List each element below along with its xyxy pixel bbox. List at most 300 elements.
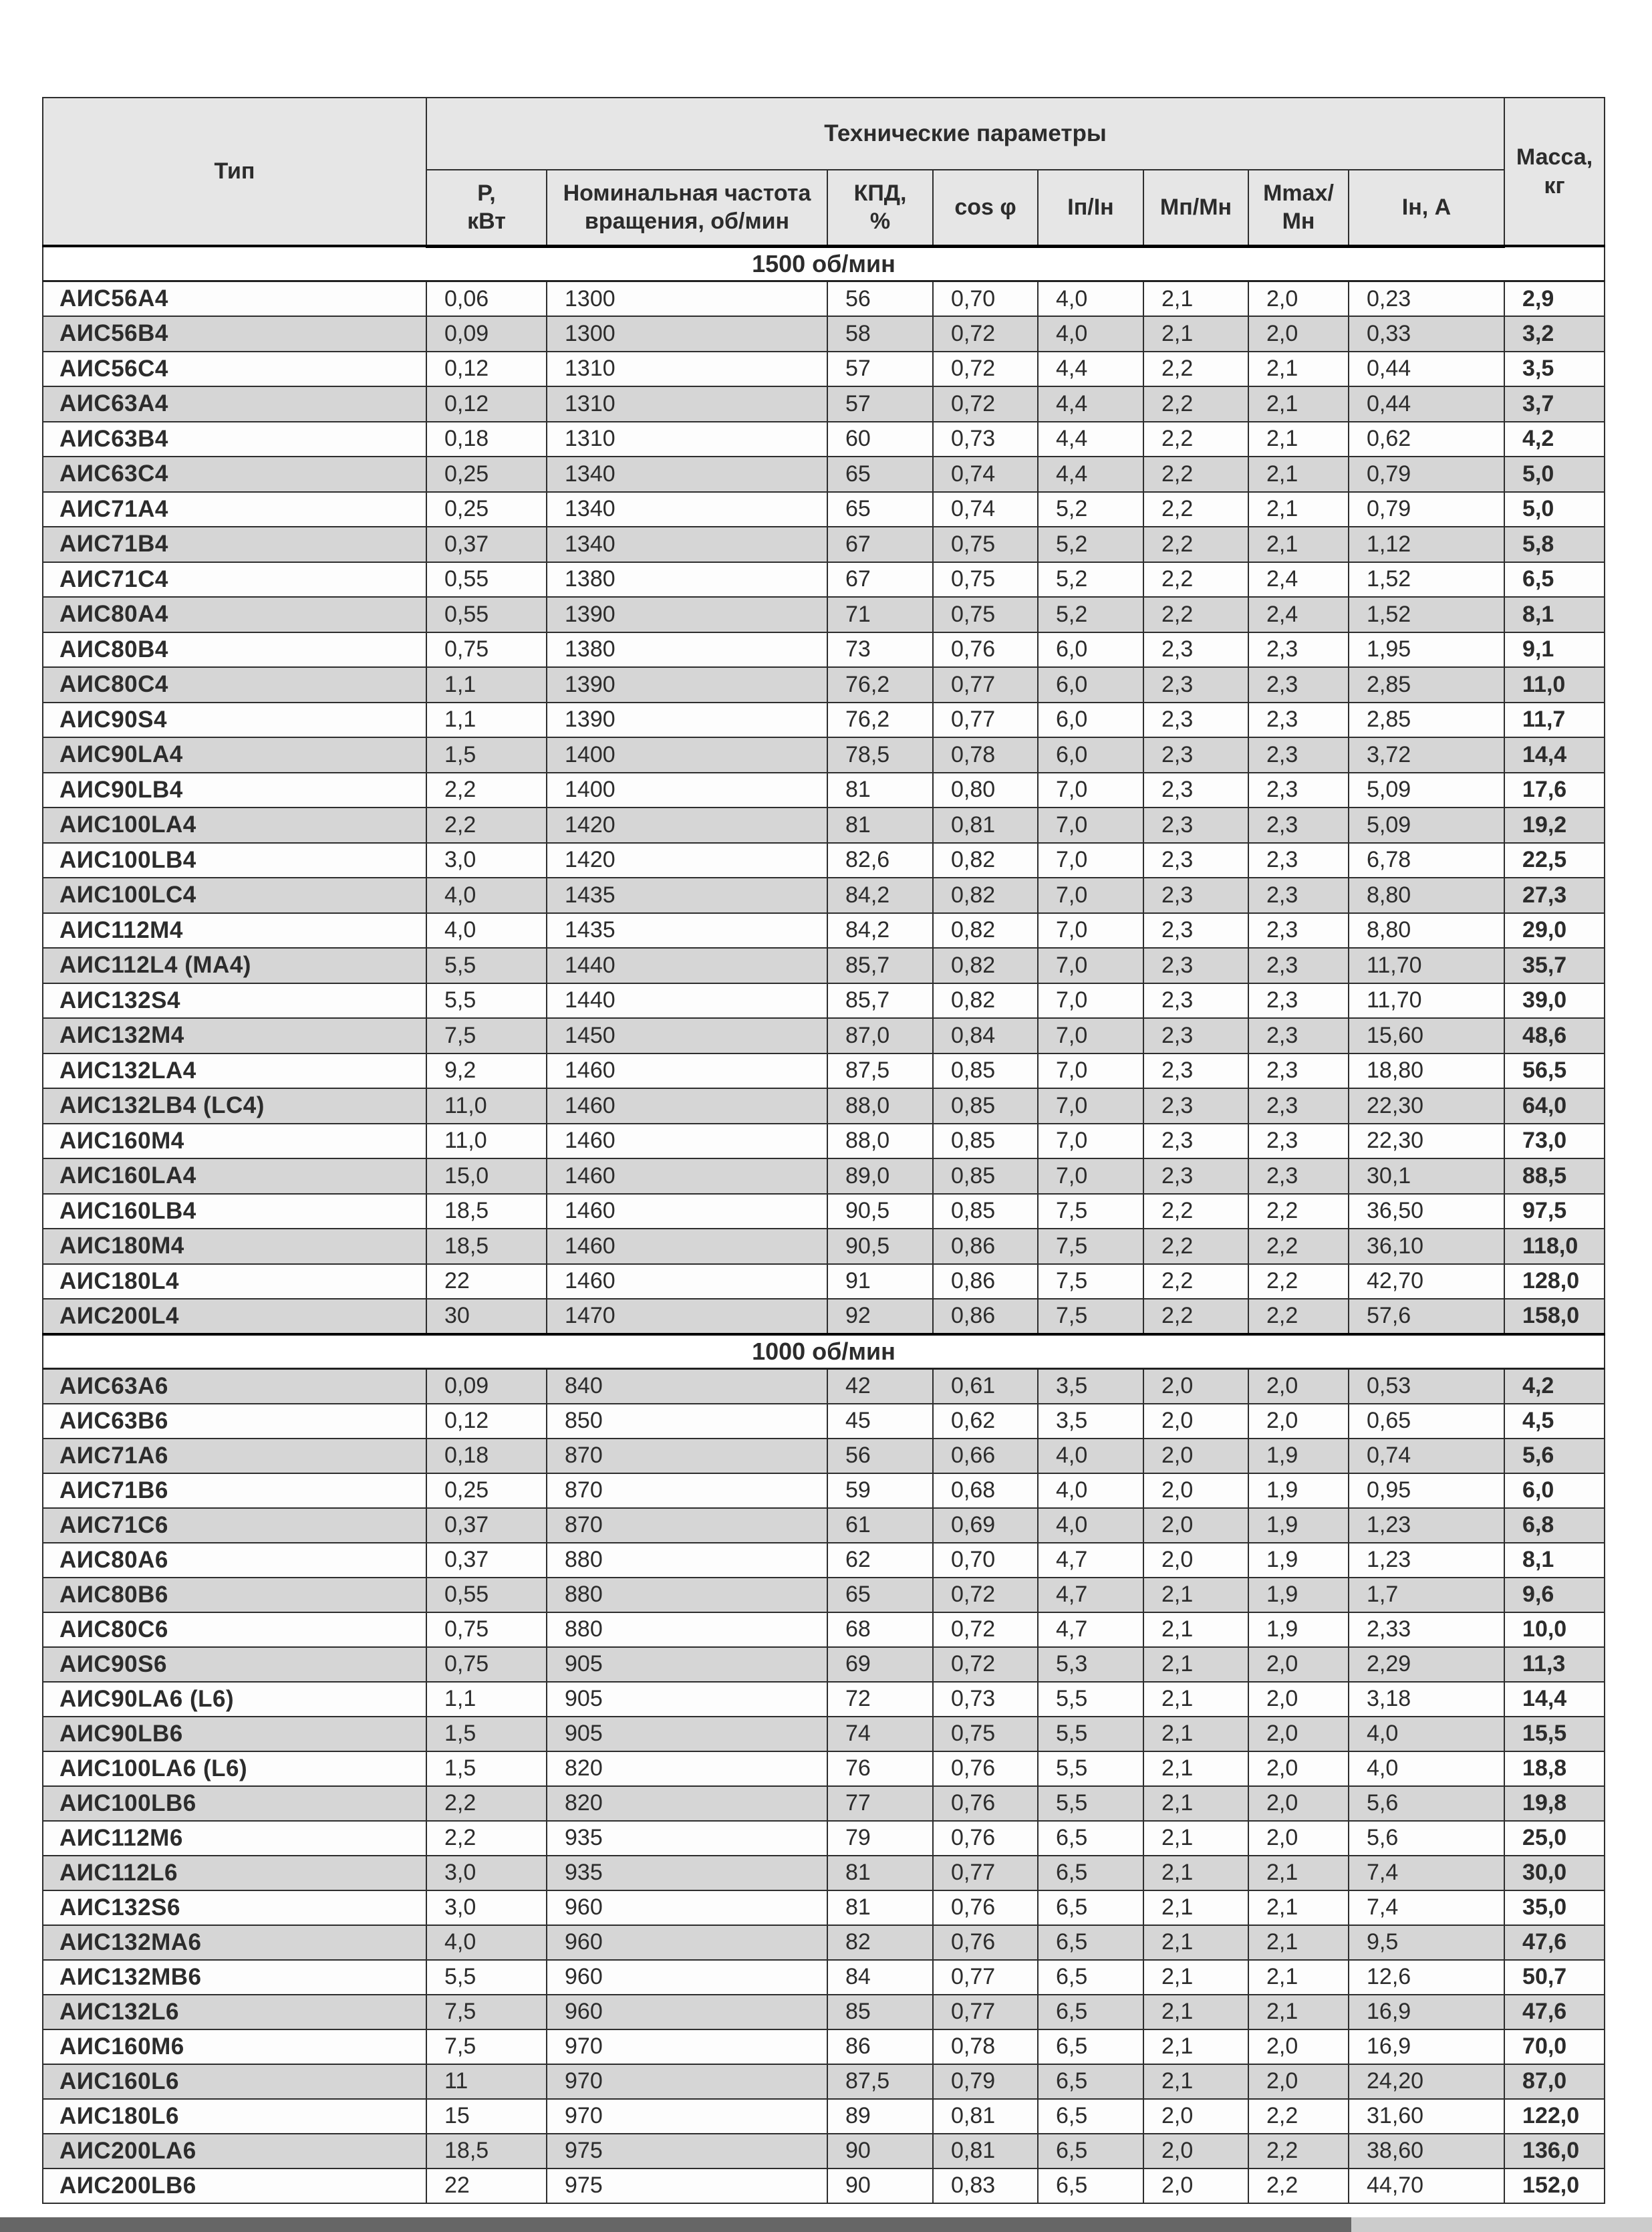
value-cell-mass: 5,8 <box>1504 527 1605 562</box>
value-cell-in-a: 8,80 <box>1349 878 1504 913</box>
value-cell-ip-in: 7,5 <box>1038 1264 1143 1299</box>
value-cell-in-a: 0,95 <box>1349 1473 1504 1508</box>
value-cell-cos-phi: 0,78 <box>933 737 1038 773</box>
value-cell-in-a: 2,85 <box>1349 667 1504 703</box>
value-cell-ip-in: 4,7 <box>1038 1612 1143 1647</box>
value-cell-ip-in: 4,0 <box>1038 1473 1143 1508</box>
value-cell-mp-mn: 2,2 <box>1143 1299 1248 1334</box>
type-cell: АИС80В4 <box>43 632 426 668</box>
value-cell-efficiency: 62 <box>827 1543 933 1578</box>
value-cell-mmax-mn: 2,1 <box>1248 352 1349 387</box>
value-cell-mp-mn: 2,0 <box>1143 2134 1248 2168</box>
table-row <box>43 737 1605 773</box>
value-cell-ip-in: 6,0 <box>1038 737 1143 773</box>
value-cell-ip-in: 4,0 <box>1038 1508 1143 1543</box>
value-cell-mass: 15,5 <box>1504 1717 1605 1751</box>
value-cell-mp-mn: 2,0 <box>1143 2168 1248 2203</box>
value-cell-mass: 50,7 <box>1504 1960 1605 1995</box>
value-cell-mass: 158,0 <box>1504 1299 1605 1334</box>
table-row <box>43 913 1605 949</box>
value-cell-ip-in: 7,0 <box>1038 1018 1143 1053</box>
value-cell-in-a: 3,18 <box>1349 1682 1504 1717</box>
value-cell-ip-in: 5,2 <box>1038 562 1143 598</box>
value-cell-mmax-mn: 2,0 <box>1248 2029 1349 2064</box>
value-cell-in-a: 24,20 <box>1349 2064 1504 2099</box>
value-cell-speed: 1460 <box>547 1229 827 1264</box>
value-cell-power: 7,5 <box>426 1018 547 1053</box>
value-cell-mmax-mn: 2,3 <box>1248 983 1349 1019</box>
value-cell-mmax-mn: 2,3 <box>1248 913 1349 949</box>
type-cell: АИС80С6 <box>43 1612 426 1647</box>
value-cell-speed: 870 <box>547 1439 827 1473</box>
column-header-line: Номинальная частота <box>563 180 811 206</box>
value-cell-mp-mn: 2,3 <box>1143 1088 1248 1124</box>
value-cell-mp-mn: 2,1 <box>1143 2029 1248 2064</box>
value-cell-power: 0,75 <box>426 1647 547 1682</box>
value-cell-ip-in: 6,5 <box>1038 2134 1143 2168</box>
value-cell-ip-in: 4,7 <box>1038 1578 1143 1612</box>
value-cell-ip-in: 4,4 <box>1038 422 1143 457</box>
value-cell-mass: 11,7 <box>1504 703 1605 738</box>
value-cell-in-a: 1,52 <box>1349 597 1504 632</box>
value-cell-cos-phi: 0,78 <box>933 2029 1038 2064</box>
value-cell-efficiency: 81 <box>827 808 933 843</box>
value-cell-efficiency: 72 <box>827 1682 933 1717</box>
value-cell-ip-in: 6,5 <box>1038 1856 1143 1890</box>
value-cell-speed: 970 <box>547 2064 827 2099</box>
value-cell-cos-phi: 0,76 <box>933 1751 1038 1786</box>
value-cell-speed: 850 <box>547 1404 827 1439</box>
value-cell-mp-mn: 2,3 <box>1143 1124 1248 1159</box>
value-cell-efficiency: 76,2 <box>827 703 933 738</box>
table-row <box>43 1612 1605 1647</box>
value-cell-power: 0,37 <box>426 527 547 562</box>
value-cell-power: 5,5 <box>426 983 547 1019</box>
value-cell-mmax-mn: 2,3 <box>1248 1124 1349 1159</box>
table-row <box>43 843 1605 878</box>
value-cell-efficiency: 88,0 <box>827 1088 933 1124</box>
value-cell-ip-in: 6,5 <box>1038 1821 1143 1856</box>
value-cell-mass: 4,5 <box>1504 1404 1605 1439</box>
value-cell-cos-phi: 0,82 <box>933 983 1038 1019</box>
value-cell-power: 1,5 <box>426 1717 547 1751</box>
value-cell-power: 0,09 <box>426 316 547 352</box>
value-cell-mass: 19,2 <box>1504 808 1605 843</box>
column-header-efficiency <box>827 170 933 246</box>
value-cell-power: 0,55 <box>426 1578 547 1612</box>
value-cell-mmax-mn: 2,3 <box>1248 878 1349 913</box>
value-cell-power: 0,25 <box>426 1473 547 1508</box>
value-cell-cos-phi: 0,82 <box>933 843 1038 878</box>
mass-header-line1: Масса, <box>1516 144 1593 170</box>
type-cell: АИС160М4 <box>43 1124 426 1159</box>
value-cell-mmax-mn: 2,2 <box>1248 2099 1349 2134</box>
value-cell-power: 0,18 <box>426 1439 547 1473</box>
value-cell-cos-phi: 0,84 <box>933 1018 1038 1053</box>
value-cell-mass: 3,5 <box>1504 352 1605 387</box>
value-cell-cos-phi: 0,74 <box>933 457 1038 492</box>
value-cell-mp-mn: 2,2 <box>1143 527 1248 562</box>
type-cell: АИС56С4 <box>43 352 426 387</box>
type-cell: АИС200LB6 <box>43 2168 426 2203</box>
value-cell-efficiency: 90 <box>827 2168 933 2203</box>
column-header-line: Мп/Мн <box>1159 195 1232 220</box>
value-cell-mmax-mn: 2,4 <box>1248 562 1349 598</box>
value-cell-power: 11 <box>426 2064 547 2099</box>
type-cell: АИС90LA6 (L6) <box>43 1682 426 1717</box>
value-cell-in-a: 6,78 <box>1349 843 1504 878</box>
type-cell: АИС90S4 <box>43 703 426 738</box>
value-cell-ip-in: 7,0 <box>1038 1124 1143 1159</box>
value-cell-mp-mn: 2,1 <box>1143 1890 1248 1925</box>
value-cell-in-a: 0,53 <box>1349 1369 1504 1404</box>
value-cell-mp-mn: 2,0 <box>1143 1473 1248 1508</box>
value-cell-efficiency: 73 <box>827 632 933 668</box>
value-cell-efficiency: 56 <box>827 281 933 317</box>
value-cell-mp-mn: 2,0 <box>1143 2099 1248 2134</box>
value-cell-mmax-mn: 2,1 <box>1248 1856 1349 1890</box>
value-cell-speed: 1400 <box>547 737 827 773</box>
value-cell-ip-in: 6,5 <box>1038 2168 1143 2203</box>
value-cell-power: 0,18 <box>426 422 547 457</box>
value-cell-speed: 1440 <box>547 948 827 983</box>
table-row <box>43 1960 1605 1995</box>
value-cell-efficiency: 81 <box>827 1890 933 1925</box>
type-cell: АИС200LA6 <box>43 2134 426 2168</box>
value-cell-mp-mn: 2,3 <box>1143 913 1248 949</box>
value-cell-speed: 935 <box>547 1821 827 1856</box>
value-cell-mass: 14,4 <box>1504 737 1605 773</box>
type-cell: АИС100LC4 <box>43 878 426 913</box>
table-row <box>43 773 1605 808</box>
value-cell-mmax-mn: 1,9 <box>1248 1578 1349 1612</box>
value-cell-mmax-mn: 2,1 <box>1248 1925 1349 1960</box>
value-cell-mmax-mn: 2,3 <box>1248 948 1349 983</box>
value-cell-efficiency: 90 <box>827 2134 933 2168</box>
value-cell-mass: 17,6 <box>1504 773 1605 808</box>
value-cell-mass: 6,0 <box>1504 1473 1605 1508</box>
value-cell-ip-in: 7,0 <box>1038 1158 1143 1194</box>
value-cell-mp-mn: 2,2 <box>1143 1194 1248 1229</box>
value-cell-power: 0,09 <box>426 1369 547 1404</box>
value-cell-mmax-mn: 2,1 <box>1248 492 1349 527</box>
value-cell-power: 1,1 <box>426 1682 547 1717</box>
value-cell-cos-phi: 0,81 <box>933 808 1038 843</box>
table-row <box>43 1786 1605 1821</box>
value-cell-in-a: 15,60 <box>1349 1018 1504 1053</box>
table-row <box>43 1194 1605 1229</box>
value-cell-mmax-mn: 2,3 <box>1248 632 1349 668</box>
value-cell-mp-mn: 2,2 <box>1143 1264 1248 1299</box>
value-cell-in-a: 11,70 <box>1349 948 1504 983</box>
value-cell-power: 2,2 <box>426 1786 547 1821</box>
table-row <box>43 1925 1605 1960</box>
value-cell-speed: 1460 <box>547 1158 827 1194</box>
value-cell-efficiency: 58 <box>827 316 933 352</box>
value-cell-mass: 19,8 <box>1504 1786 1605 1821</box>
value-cell-cos-phi: 0,69 <box>933 1508 1038 1543</box>
value-cell-ip-in: 7,5 <box>1038 1299 1143 1334</box>
value-cell-mass: 70,0 <box>1504 2029 1605 2064</box>
type-cell: АИС132МВ6 <box>43 1960 426 1995</box>
value-cell-cos-phi: 0,76 <box>933 1786 1038 1821</box>
value-cell-in-a: 0,33 <box>1349 316 1504 352</box>
value-cell-in-a: 7,4 <box>1349 1890 1504 1925</box>
value-cell-power: 0,75 <box>426 632 547 668</box>
value-cell-ip-in: 4,0 <box>1038 281 1143 317</box>
type-cell: АИС112L6 <box>43 1856 426 1890</box>
value-cell-power: 0,55 <box>426 597 547 632</box>
value-cell-cos-phi: 0,76 <box>933 1925 1038 1960</box>
value-cell-mp-mn: 2,1 <box>1143 1717 1248 1751</box>
value-cell-power: 0,37 <box>426 1508 547 1543</box>
table-row <box>43 1890 1605 1925</box>
value-cell-efficiency: 76 <box>827 1751 933 1786</box>
value-cell-speed: 1340 <box>547 492 827 527</box>
type-cell: АИС80В6 <box>43 1578 426 1612</box>
value-cell-mmax-mn: 2,3 <box>1248 667 1349 703</box>
value-cell-speed: 970 <box>547 2099 827 2134</box>
value-cell-mmax-mn: 2,3 <box>1248 1158 1349 1194</box>
value-cell-speed: 1300 <box>547 281 827 317</box>
value-cell-mp-mn: 2,0 <box>1143 1404 1248 1439</box>
value-cell-power: 11,0 <box>426 1124 547 1159</box>
value-cell-speed: 1435 <box>547 913 827 949</box>
type-cell: АИС63С4 <box>43 457 426 492</box>
value-cell-speed: 1460 <box>547 1053 827 1089</box>
value-cell-efficiency: 87,5 <box>827 2064 933 2099</box>
value-cell-mass: 64,0 <box>1504 1088 1605 1124</box>
column-header-speed <box>547 170 827 246</box>
value-cell-mp-mn: 2,1 <box>1143 1786 1248 1821</box>
table-row <box>43 562 1605 598</box>
value-cell-power: 22 <box>426 2168 547 2203</box>
table-row <box>43 878 1605 913</box>
value-cell-speed: 1460 <box>547 1194 827 1229</box>
value-cell-speed: 880 <box>547 1578 827 1612</box>
value-cell-in-a: 11,70 <box>1349 983 1504 1019</box>
value-cell-speed: 905 <box>547 1682 827 1717</box>
value-cell-in-a: 0,44 <box>1349 352 1504 387</box>
value-cell-ip-in: 7,0 <box>1038 808 1143 843</box>
value-cell-power: 0,55 <box>426 562 547 598</box>
value-cell-power: 2,2 <box>426 773 547 808</box>
type-cell: АИС160L6 <box>43 2064 426 2099</box>
value-cell-mp-mn: 2,3 <box>1143 948 1248 983</box>
table-row <box>43 983 1605 1019</box>
value-cell-power: 2,2 <box>426 808 547 843</box>
value-cell-mp-mn: 2,1 <box>1143 281 1248 317</box>
column-header-line: cos φ <box>954 195 1016 220</box>
value-cell-in-a: 2,85 <box>1349 703 1504 738</box>
value-cell-cos-phi: 0,86 <box>933 1299 1038 1334</box>
value-cell-in-a: 12,6 <box>1349 1960 1504 1995</box>
value-cell-efficiency: 65 <box>827 457 933 492</box>
value-cell-power: 18,5 <box>426 1194 547 1229</box>
table-row <box>43 808 1605 843</box>
value-cell-speed: 960 <box>547 1960 827 1995</box>
value-cell-efficiency: 69 <box>827 1647 933 1682</box>
value-cell-ip-in: 7,5 <box>1038 1229 1143 1264</box>
value-cell-mmax-mn: 2,3 <box>1248 1018 1349 1053</box>
type-cell: АИС100LA6 (L6) <box>43 1751 426 1786</box>
value-cell-speed: 870 <box>547 1473 827 1508</box>
value-cell-efficiency: 77 <box>827 1786 933 1821</box>
value-cell-ip-in: 7,0 <box>1038 773 1143 808</box>
value-cell-in-a: 7,4 <box>1349 1856 1504 1890</box>
value-cell-in-a: 36,10 <box>1349 1229 1504 1264</box>
value-cell-mass: 136,0 <box>1504 2134 1605 2168</box>
value-cell-ip-in: 4,4 <box>1038 352 1143 387</box>
type-cell: АИС132S6 <box>43 1890 426 1925</box>
value-cell-speed: 975 <box>547 2134 827 2168</box>
value-cell-ip-in: 6,0 <box>1038 632 1143 668</box>
value-cell-efficiency: 57 <box>827 352 933 387</box>
value-cell-mass: 88,5 <box>1504 1158 1605 1194</box>
table-row <box>43 527 1605 562</box>
table-row <box>43 703 1605 738</box>
value-cell-cos-phi: 0,77 <box>933 1960 1038 1995</box>
value-cell-power: 4,0 <box>426 878 547 913</box>
column-header-line: вращения, об/мин <box>584 209 790 235</box>
value-cell-mass: 39,0 <box>1504 983 1605 1019</box>
value-cell-cos-phi: 0,75 <box>933 597 1038 632</box>
value-cell-mmax-mn: 2,0 <box>1248 1647 1349 1682</box>
value-cell-power: 1,5 <box>426 1751 547 1786</box>
value-cell-power: 11,0 <box>426 1088 547 1124</box>
type-cell: АИС180L4 <box>43 1264 426 1299</box>
type-cell: АИС112М6 <box>43 1821 426 1856</box>
value-cell-efficiency: 74 <box>827 1717 933 1751</box>
table-row <box>43 2029 1605 2064</box>
table-row <box>43 1299 1605 1334</box>
value-cell-efficiency: 60 <box>827 422 933 457</box>
type-cell: АИС80А4 <box>43 597 426 632</box>
value-cell-speed: 840 <box>547 1369 827 1404</box>
value-cell-efficiency: 89,0 <box>827 1158 933 1194</box>
value-cell-mass: 4,2 <box>1504 422 1605 457</box>
value-cell-cos-phi: 0,75 <box>933 1717 1038 1751</box>
type-cell: АИС112L4 (МА4) <box>43 948 426 983</box>
table-row <box>43 1751 1605 1786</box>
column-header-line: кВт <box>467 209 506 235</box>
value-cell-mp-mn: 2,3 <box>1143 667 1248 703</box>
value-cell-cos-phi: 0,74 <box>933 492 1038 527</box>
value-cell-efficiency: 61 <box>827 1508 933 1543</box>
value-cell-cos-phi: 0,72 <box>933 1578 1038 1612</box>
value-cell-mmax-mn: 2,3 <box>1248 808 1349 843</box>
value-cell-cos-phi: 0,70 <box>933 281 1038 317</box>
value-cell-efficiency: 92 <box>827 1299 933 1334</box>
value-cell-mass: 6,8 <box>1504 1508 1605 1543</box>
value-cell-efficiency: 65 <box>827 492 933 527</box>
type-cell: АИС90LA4 <box>43 737 426 773</box>
value-cell-cos-phi: 0,73 <box>933 422 1038 457</box>
value-cell-in-a: 38,60 <box>1349 2134 1504 2168</box>
value-cell-mp-mn: 2,2 <box>1143 492 1248 527</box>
value-cell-mp-mn: 2,1 <box>1143 1578 1248 1612</box>
type-cell: АИС63В6 <box>43 1404 426 1439</box>
value-cell-mass: 29,0 <box>1504 913 1605 949</box>
value-cell-mass: 152,0 <box>1504 2168 1605 2203</box>
value-cell-speed: 1390 <box>547 597 827 632</box>
value-cell-efficiency: 85,7 <box>827 948 933 983</box>
value-cell-speed: 1420 <box>547 843 827 878</box>
value-cell-in-a: 16,9 <box>1349 2029 1504 2064</box>
value-cell-mmax-mn: 2,0 <box>1248 2064 1349 2099</box>
table-row <box>43 1856 1605 1890</box>
type-cell: АИС71А4 <box>43 492 426 527</box>
value-cell-speed: 1340 <box>547 527 827 562</box>
value-cell-mmax-mn: 2,2 <box>1248 1194 1349 1229</box>
value-cell-power: 0,25 <box>426 492 547 527</box>
type-cell: АИС132L6 <box>43 1995 426 2029</box>
value-cell-power: 0,12 <box>426 352 547 387</box>
value-cell-efficiency: 45 <box>827 1404 933 1439</box>
value-cell-power: 0,25 <box>426 457 547 492</box>
type-cell: АИС90LB6 <box>43 1717 426 1751</box>
value-cell-ip-in: 5,5 <box>1038 1751 1143 1786</box>
value-cell-mp-mn: 2,3 <box>1143 737 1248 773</box>
value-cell-power: 7,5 <box>426 1995 547 2029</box>
value-cell-mp-mn: 2,3 <box>1143 983 1248 1019</box>
value-cell-speed: 970 <box>547 2029 827 2064</box>
type-cell: АИС112М4 <box>43 913 426 949</box>
value-cell-power: 0,12 <box>426 386 547 422</box>
value-cell-mp-mn: 2,2 <box>1143 597 1248 632</box>
value-cell-efficiency: 82 <box>827 1925 933 1960</box>
value-cell-ip-in: 6,5 <box>1038 2064 1143 2099</box>
value-cell-efficiency: 85 <box>827 1995 933 2029</box>
value-cell-cos-phi: 0,77 <box>933 667 1038 703</box>
type-cell: АИС71В6 <box>43 1473 426 1508</box>
type-cell: АИС200L4 <box>43 1299 426 1334</box>
value-cell-mmax-mn: 2,1 <box>1248 386 1349 422</box>
value-cell-mp-mn: 2,1 <box>1143 1960 1248 1995</box>
value-cell-in-a: 22,30 <box>1349 1088 1504 1124</box>
type-cell: АИС56В4 <box>43 316 426 352</box>
value-cell-mmax-mn: 1,9 <box>1248 1543 1349 1578</box>
value-cell-in-a: 16,9 <box>1349 1995 1504 2029</box>
value-cell-mp-mn: 2,1 <box>1143 1856 1248 1890</box>
value-cell-mp-mn: 2,1 <box>1143 1647 1248 1682</box>
value-cell-mass: 4,2 <box>1504 1369 1605 1404</box>
value-cell-mp-mn: 2,1 <box>1143 1995 1248 2029</box>
value-cell-mass: 128,0 <box>1504 1264 1605 1299</box>
value-cell-speed: 820 <box>547 1786 827 1821</box>
type-cell: АИС71В4 <box>43 527 426 562</box>
value-cell-in-a: 0,74 <box>1349 1439 1504 1473</box>
value-cell-power: 0,37 <box>426 1543 547 1578</box>
value-cell-cos-phi: 0,85 <box>933 1053 1038 1089</box>
table-row <box>43 632 1605 668</box>
value-cell-ip-in: 3,5 <box>1038 1369 1143 1404</box>
value-cell-speed: 1460 <box>547 1088 827 1124</box>
value-cell-in-a: 36,50 <box>1349 1194 1504 1229</box>
table-row <box>43 457 1605 492</box>
table-row <box>43 1439 1605 1473</box>
value-cell-mass: 3,2 <box>1504 316 1605 352</box>
value-cell-efficiency: 86 <box>827 2029 933 2064</box>
value-cell-mmax-mn: 2,2 <box>1248 1299 1349 1334</box>
column-header-line: Iн, А <box>1401 195 1452 220</box>
value-cell-mass: 25,0 <box>1504 1821 1605 1856</box>
value-cell-mass: 3,7 <box>1504 386 1605 422</box>
column-header-cos-phi <box>933 170 1038 246</box>
column-header-in-a <box>1349 170 1504 246</box>
value-cell-speed: 1420 <box>547 808 827 843</box>
value-cell-speed: 1390 <box>547 667 827 703</box>
